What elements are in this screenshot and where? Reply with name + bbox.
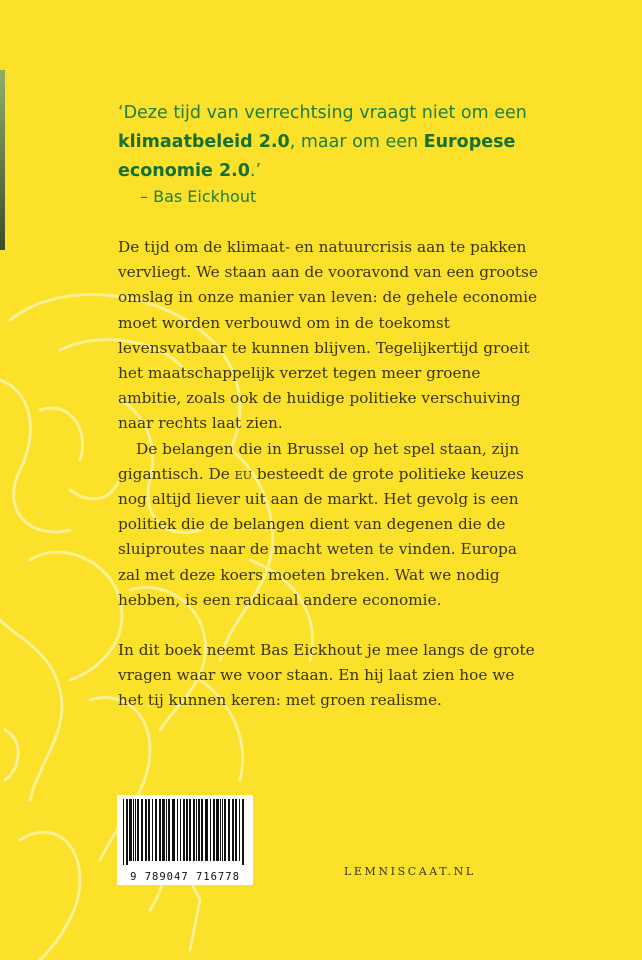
barcode-bar xyxy=(162,799,165,861)
quote-text-3: .’ xyxy=(249,161,262,181)
barcode-bar xyxy=(166,799,167,861)
barcode-bar xyxy=(141,799,143,861)
barcode-bar xyxy=(228,799,230,861)
barcode-bar xyxy=(152,799,153,861)
quote-text-1: ‘Deze tijd van verrechtsing vraagt niet om een xyxy=(118,103,527,123)
isbn-number: 9 789047 716778 xyxy=(130,871,240,883)
barcode-bar xyxy=(198,799,200,861)
blurb-paragraph-3: In dit boek neemt Bas Eickhout je mee langs de grote vragen waar we voor staan. En hij laat zien hoe we het tij kunnen keren: met groen realisme. xyxy=(118,641,535,710)
barcode-bar xyxy=(239,799,240,861)
blurb-paragraph-1: De tijd om de klimaat- en natuurcrisis aan te pakken vervliegt. We staan aan de vooravond van een grootse omslag in onze manier van leven: de gehele economie moet worden verbouwd om in de toekomst levensvatbaar te kunnen blijven. Tegelijkertijd groeit het maatschappelijk verzet tegen meer groene ambitie, zoals ook de huidige politieke verschuiving naar rechts laat zien. xyxy=(118,238,538,433)
cover-edge-photo-strip xyxy=(0,70,5,250)
barcode-bar xyxy=(123,799,124,865)
barcode-bar xyxy=(159,799,161,861)
barcode-bar xyxy=(205,799,208,861)
barcode-bar xyxy=(213,799,215,861)
barcode-bar xyxy=(201,799,203,861)
barcode-bar xyxy=(216,799,219,861)
barcode-bar xyxy=(193,799,195,861)
barcode-bar xyxy=(129,799,132,861)
blurb-text xyxy=(118,235,538,714)
barcode-bar xyxy=(135,799,136,861)
isbn-barcode xyxy=(117,795,253,885)
barcode-bar xyxy=(222,799,223,861)
barcode-bar xyxy=(196,799,197,861)
pull-quote xyxy=(118,99,558,186)
barcode-bar xyxy=(220,799,221,861)
quote-highlight-2: Europese economie 2.0 xyxy=(118,132,516,181)
barcode-bar xyxy=(155,799,157,861)
barcode-bar xyxy=(133,799,134,861)
quote-attribution: – Bas Eickhout xyxy=(140,187,257,206)
barcode-bar xyxy=(148,799,150,861)
barcode-bar xyxy=(235,799,237,861)
barcode-bar xyxy=(183,799,185,861)
barcode-bar xyxy=(126,799,128,865)
blurb-paragraph-2-end: besteedt de grote politieke keuzes nog altijd liever uit aan de markt. Het gevolg is een politiek die de belangen dient van degenen die de sluiproutes naar de macht weten te vinden. Europa zal met deze koers moeten breken. Wat we nodig hebben, is een radicaal andere economie. xyxy=(118,464,524,609)
barcode-bar xyxy=(232,799,234,861)
barcode-bars xyxy=(121,799,249,865)
barcode-bar xyxy=(180,799,181,861)
barcode-bar xyxy=(224,799,226,861)
barcode-bar xyxy=(242,799,244,865)
barcode-bar xyxy=(168,799,170,861)
publisher-website: LEMNISCAAT.NL xyxy=(344,865,476,878)
quote-highlight-1: klimaatbeleid 2.0 xyxy=(118,132,290,152)
barcode-bar xyxy=(186,799,188,861)
eu-abbreviation: eu xyxy=(234,464,252,483)
barcode-bar xyxy=(137,799,139,861)
barcode-bar xyxy=(145,799,147,861)
barcode-bar xyxy=(210,799,211,861)
barcode-bar xyxy=(189,799,191,861)
blurb-paragraph-2 xyxy=(118,437,538,613)
blurb-paragraph-2-start: De belangen die in Brussel op het spel staan, zijn gigantisch. De xyxy=(118,439,520,483)
barcode-bar xyxy=(172,799,175,861)
quote-text-2: , maar om een xyxy=(289,132,424,152)
barcode-bar xyxy=(177,799,178,861)
